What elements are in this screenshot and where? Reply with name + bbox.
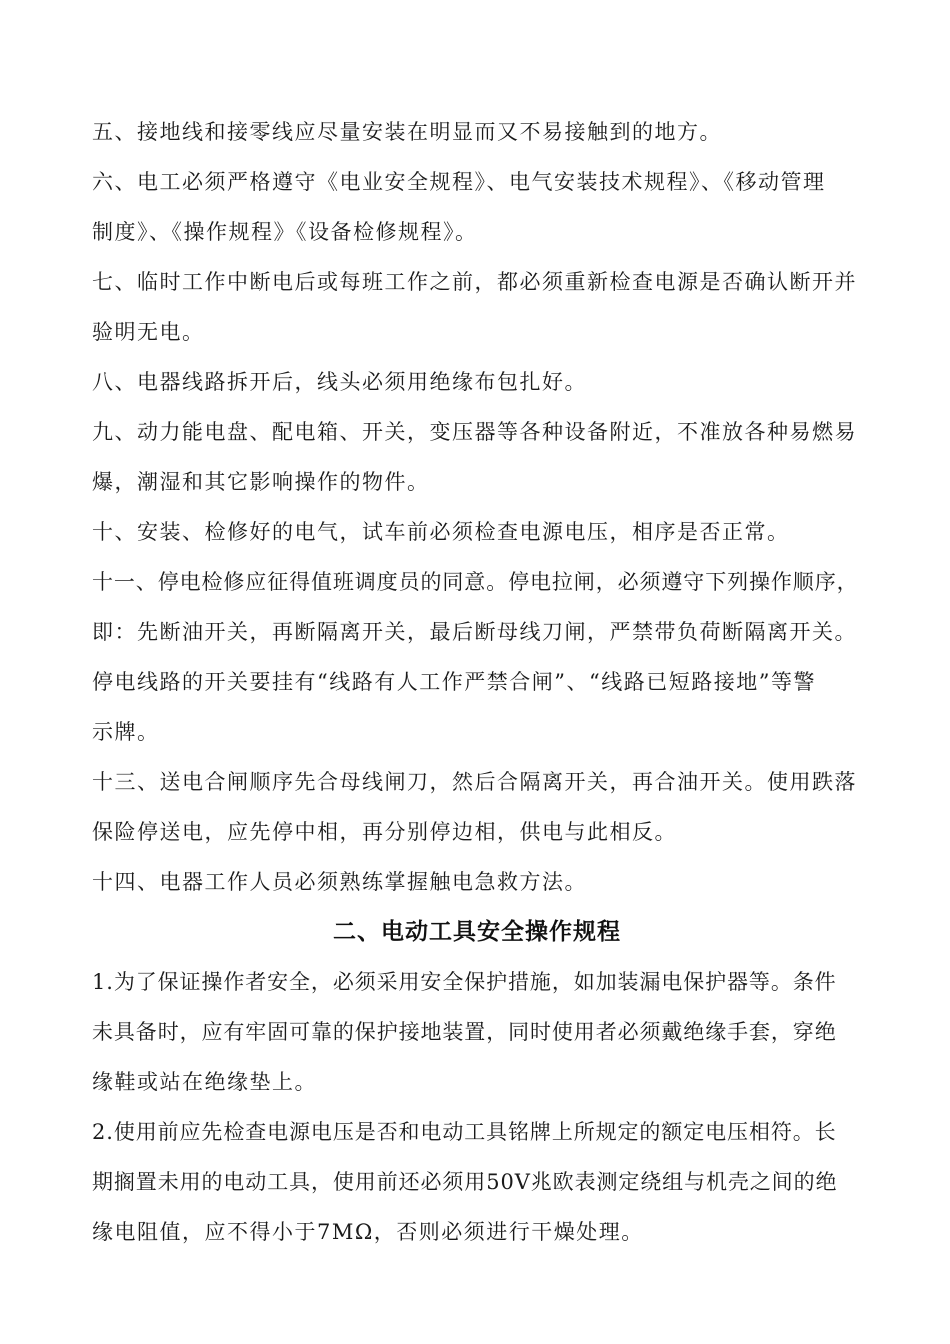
rule-14-line-1: 十四、电器工作人员必须熟练掌握触电急救方法。 [92, 870, 587, 894]
rule-9-line-2: 爆，潮湿和其它影响操作的物件。 [92, 470, 430, 494]
rule-5-line-1: 五、接地线和接零线应尽量安装在明显而又不易接触到的地方。 [92, 120, 722, 144]
rule-6-line-2: 制度》、《操作规程》《设备检修规程》。 [92, 220, 478, 244]
rule-10-line-1: 十、安装、检修好的电气，试车前必须检查电源电压，相序是否正常。 [92, 520, 790, 544]
section-heading: 二、电动工具安全操作规程 [333, 919, 621, 945]
rule-11-line-2: 即：先断油开关，再断隔离开关，最后断母线刀闸，严禁带负荷断隔离开关。 [92, 620, 857, 644]
rule-11-line-3: 停电线路的开关要挂有“线路有人工作严禁合闸”、“线路已短路接地”等警 [92, 670, 816, 694]
rule-9-line-1: 九、动力能电盘、配电箱、开关，变压器等各种设备附近，不准放各种易燃易 [92, 420, 857, 444]
rule-7-line-2: 验明无电。 [92, 320, 205, 344]
tool-rule-2-line-2: 期搁置未用的电动工具，使用前还必须用50V兆欧表测定绕组与机壳之间的绝 [92, 1170, 838, 1194]
tool-rule-2-line-3: 缘电阻值，应不得小于7MΩ，否则必须进行干燥处理。 [92, 1220, 644, 1244]
rule-11-line-1: 十一、停电检修应征得值班调度员的同意。停电拉闸，必须遵守下列操作顺序， [92, 570, 859, 594]
rule-11-line-4: 示牌。 [92, 720, 160, 744]
rule-13-line-2: 保险停送电，应先停中相，再分别停边相，供电与此相反。 [92, 820, 677, 844]
tool-rule-1-line-3: 缘鞋或站在绝缘垫上。 [92, 1070, 317, 1094]
tool-rule-1-line-2: 未具备时，应有牢固可靠的保护接地装置，同时使用者必须戴绝缘手套，穿绝 [92, 1020, 837, 1044]
tool-rule-1-line-1: 1.为了保证操作者安全，必须采用安全保护措施，如加装漏电保护器等。条件 [92, 970, 837, 994]
document-body [92, 107, 862, 1257]
tool-rule-2-line-1: 2.使用前应先检查电源电压是否和电动工具铭牌上所规定的额定电压相符。长 [92, 1120, 837, 1144]
rule-8-line-1: 八、电器线路拆开后，线头必须用绝缘布包扎好。 [92, 370, 587, 394]
rule-7-line-1: 七、临时工作中断电后或每班工作之前，都必须重新检查电源是否确认断开并 [92, 270, 857, 294]
rule-13-line-1: 十三、送电合闸顺序先合母线闸刀，然后合隔离开关，再合油开关。使用跌落 [92, 770, 857, 794]
rule-6-line-1: 六、电工必须严格遵守《电业安全规程》、电气安装技术规程》、《移动管理 [92, 170, 826, 194]
